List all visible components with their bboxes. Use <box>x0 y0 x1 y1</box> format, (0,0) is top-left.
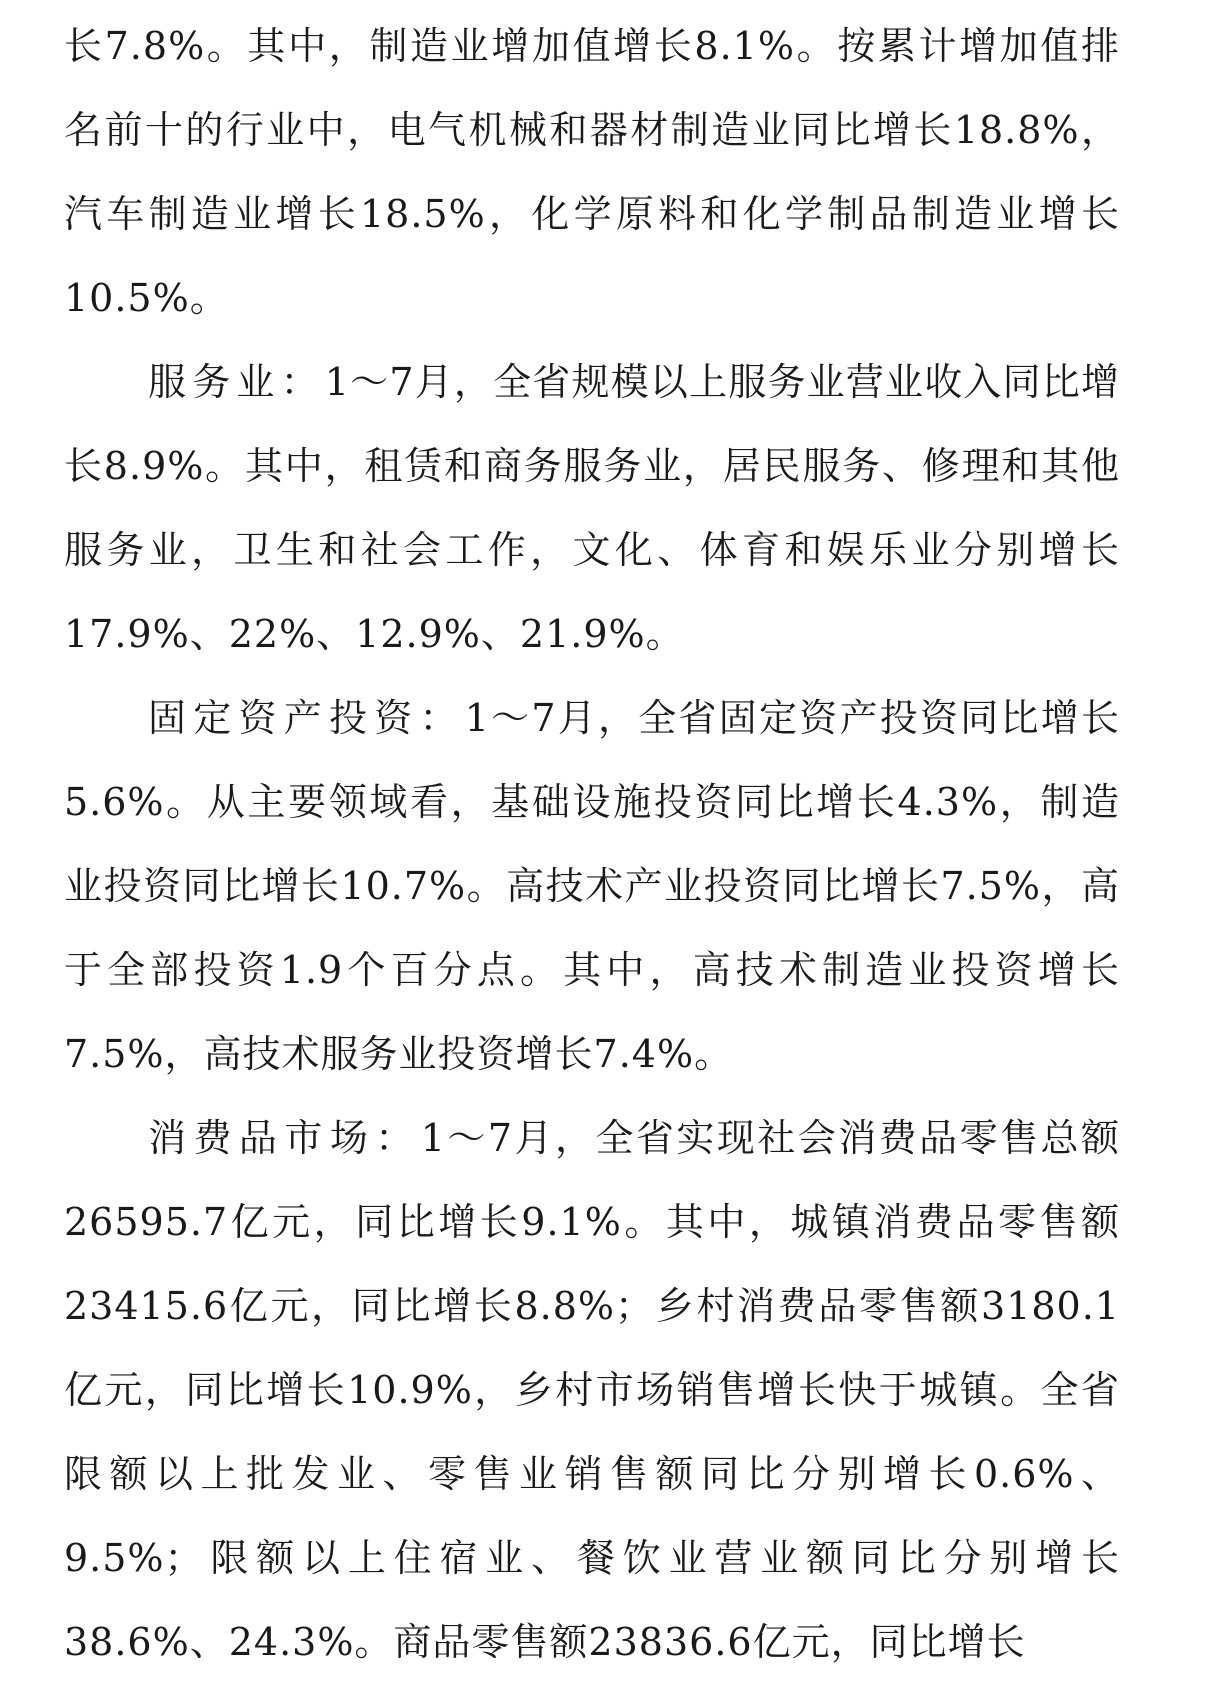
paragraph-lead: 固定资产投资： <box>148 696 465 740</box>
paragraph-text: 长7.8%。其中，制造业增加值增长8.1%。按累计增加值排名前十的行业中，电气机械和器材制造业同比增长18.8%，汽车制造业增长18.5%，化学原料和化学制品制造业增长10.5%。 <box>64 24 1120 320</box>
paragraph-consumer-market <box>64 1096 1120 1684</box>
paragraph-text: 1～7月，全省实现社会消费品零售总额26595.7亿元，同比增长9.1%。其中，城镇消费品零售额23415.6亿元，同比增长8.8%；乡村消费品零售额3180.1亿元，同比增长10.9%，乡村市场销售增长快于城镇。全省限额以上批发业、零售业销售额同比分别增长0.6%、9.5%；限额以上住宿业、餐饮业营业额同比分别增长38.6%、24.3%。商品零售额23836.6亿元，同比增长 <box>64 1116 1120 1664</box>
paragraph-manufacturing <box>64 4 1120 340</box>
paragraph-text: 1～7月，全省规模以上服务业营业收入同比增长8.9%。其中，租赁和商务服务业，居民服务、修理和其他服务业，卫生和社会工作，文化、体育和娱乐业分别增长17.9%、22%、12.9%、21.9%。 <box>64 360 1120 656</box>
paragraph-lead: 服务业： <box>148 360 325 404</box>
body-text <box>64 4 1120 1684</box>
paragraph-text: 1～7月，全省固定资产投资同比增长5.6%。从主要领域看，基础设施投资同比增长4.3%，制造业投资同比增长10.7%。高技术产业投资同比增长7.5%，高于全部投资1.9个百分点。其中，高技术制造业投资增长7.5%，高技术服务业投资增长7.4%。 <box>64 696 1120 1076</box>
paragraph-fixed-asset-investment <box>64 676 1120 1096</box>
paragraph-services <box>64 340 1120 676</box>
paragraph-lead: 消费品市场： <box>148 1116 421 1160</box>
